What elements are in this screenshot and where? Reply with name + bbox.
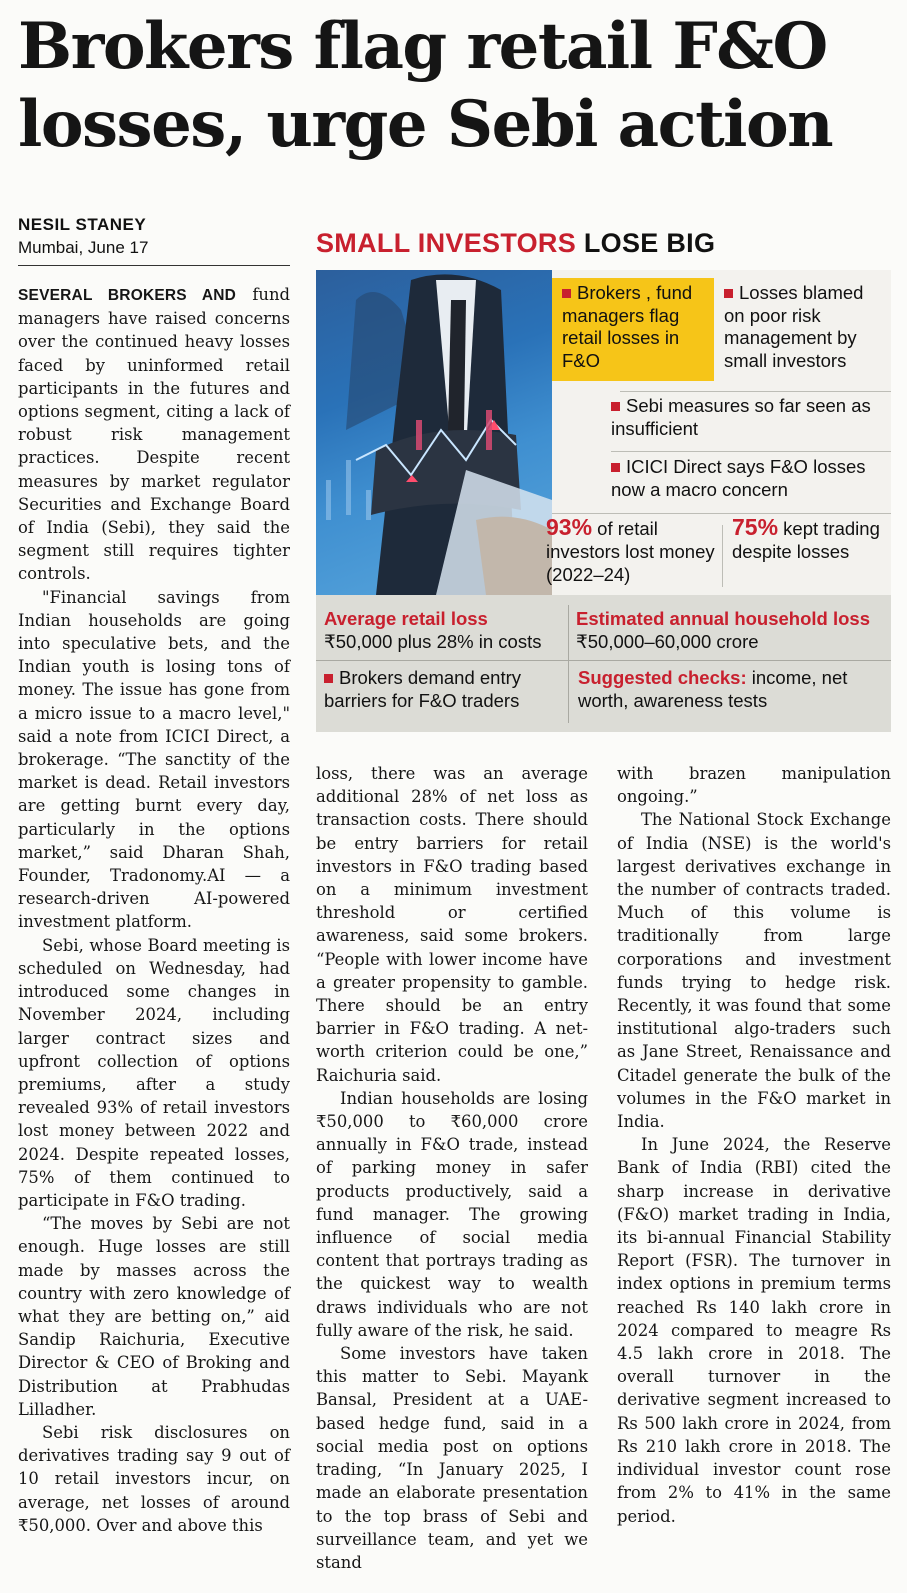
headline: Brokers flag retail F&O losses, urge Sebi action bbox=[18, 9, 833, 162]
paragraph: In June 2024, the Reserve Bank of India (RBI) cited the sharp increase in derivative (F&O) market trading in India, its bi-annual Financial Stability Report (FSR). The turnover in index options in premium terms reached Rs 140 lakh crore in 2024 compared to meagre Rs 4.5 lakh crore in 2018. The overall turnover in the derivative segment increased to Rs 500 lakh crore in 2024, from Rs 210 lakh crore in 2018. The individual investor count rose from 2% to 41% in the same period. bbox=[617, 1135, 891, 1526]
infographic-title-black: LOSE BIG bbox=[583, 228, 716, 258]
byline bbox=[18, 214, 290, 260]
lead-caps: SEVERAL BROKERS AND bbox=[18, 287, 237, 304]
average-retail-loss bbox=[324, 607, 564, 653]
suggested-checks: Suggested checks: income, net worth, awareness tests bbox=[578, 667, 848, 711]
article-column-2 bbox=[316, 762, 588, 1574]
bullet-square-icon bbox=[324, 674, 333, 683]
author-name: NESIL STANEY bbox=[18, 215, 147, 234]
lead-text: fund managers have raised concerns over the continued heavy losses faced by uninformed retail participants in the futures and options segment, citing a lack of robust risk management practices. Despite recent measures by market regulator Securities and Exchange Board of India (Sebi), they said the segment still requires tighter controls. bbox=[18, 285, 290, 584]
paragraph: with brazen manipulation ongoing.” bbox=[617, 764, 891, 807]
infographic-title bbox=[316, 228, 715, 259]
stat-75-percent: 75% kept trading despite losses bbox=[732, 514, 880, 562]
divider bbox=[552, 513, 891, 514]
bullet-brokers: Brokers , fund managers flag retail losses in F&O bbox=[562, 282, 693, 371]
divider bbox=[620, 391, 891, 392]
bullet-losses: Losses blamed on poor risk management by small investors bbox=[724, 282, 864, 371]
entry-barrier-bullet: Brokers demand entry barriers for F&O traders bbox=[324, 667, 522, 711]
average-retail-loss-value: ₹50,000 plus 28% in costs bbox=[324, 631, 542, 652]
bullet-square-icon bbox=[724, 289, 733, 298]
infographic-title-red: SMALL INVESTORS bbox=[316, 228, 577, 258]
article-column-3 bbox=[617, 762, 891, 1528]
bullet-square-icon bbox=[611, 463, 620, 472]
divider bbox=[611, 451, 891, 452]
household-loss bbox=[576, 607, 886, 653]
average-retail-loss-heading: Average retail loss bbox=[324, 608, 488, 629]
bullet-icici: ICICI Direct says F&O losses now a macro concern bbox=[611, 456, 866, 500]
paragraph: “The moves by Sebi are not enough. Huge losses are still made by masses across the country with zero knowledge of what they are betting on,” aid Sandip Raichuria, Executive Director & CEO of Broking and Distribution at Prabhudas Lilladher. bbox=[18, 1214, 290, 1419]
paragraph: Sebi, whose Board meeting is scheduled on Wednesday, had introduced some changes in November 2024, including larger contract sizes and upfront collection of options premiums, after a study revealed 93% of retail investors lost money between 2022 and 2024. Despite repeated losses, 75% of them continued to participate in F&O trading. bbox=[18, 935, 290, 1210]
investor-photo bbox=[316, 270, 552, 595]
divider bbox=[316, 660, 891, 661]
infographic bbox=[316, 222, 891, 732]
household-loss-value: ₹50,000–60,000 crore bbox=[576, 631, 759, 652]
investor-illustration bbox=[316, 270, 552, 595]
stat-separator bbox=[722, 525, 723, 587]
paragraph: Some investors have taken this matter to Sebi. Mayank Bansal, President at a UAE-based hedge fund, said in a social media post on options trading, “In January 2025, I made an elaborate presentation to the top brass of Sebi and surveillance team, and yet we stand bbox=[316, 1344, 588, 1572]
household-loss-heading: Estimated annual household loss bbox=[576, 608, 870, 629]
loss-summary bbox=[316, 595, 891, 732]
article-column-1 bbox=[18, 283, 290, 1537]
bullet-sebi: Sebi measures so far seen as insufficient bbox=[611, 395, 871, 439]
dateline: Mumbai, June 17 bbox=[18, 238, 149, 257]
paragraph: Sebi risk disclosures on derivatives trading say 9 out of 10 retail investors incur, on average, net losses of around ₹50,000. Over and above this bbox=[18, 1422, 290, 1535]
stat-93-percent: 93% of retail investors lost money (2022–24) bbox=[546, 514, 715, 585]
bullet-square-icon bbox=[611, 402, 620, 411]
byline-divider bbox=[18, 265, 290, 266]
paragraph: loss, there was an average additional 28% of net loss as transaction costs. There should be entry barriers for retail investors in F&O trading based on a minimum investment threshold or certified awareness, said some brokers. “People with lower income have a greater propensity to gamble. There should be an entry barrier in F&O trading. A net-worth criterion could be one,” Raichuria said. bbox=[316, 764, 588, 1085]
highlights-panel bbox=[546, 270, 891, 595]
paragraph: The National Stock Exchange of India (NSE) is the world's largest derivatives exchange in the number of contracts traded. Much of this volume is traditionally from large corporations and investment funds trying to hedge risk. Recently, it was found that some institutional algo-traders such as Jane Street, Renaissance and Citadel generate the bulk of the volumes in the F&O market in India. bbox=[617, 810, 891, 1132]
column-separator bbox=[568, 605, 569, 723]
paragraph: "Financial savings from Indian households are going into speculative bets, and the Indian youth is losing tons of money. The issue has gone from a micro issue to a macro level," said a note from ICICI Direct, a brokerage. “The sanctity of the market is dead. Retail investors are getting burnt every day, particularly in the options market,” said Dharan Shah, Founder, Tradonomy.AI — a research-driven AI-powered investment platform. bbox=[18, 587, 290, 932]
bullet-square-icon bbox=[562, 289, 571, 298]
paragraph: Indian households are losing ₹50,000 to ₹60,000 crore annually in F&O trade, instead of parking money in safer products productively, said a fund manager. The growing influence of social media content that portrays trading as the quickest way to wealth draws individuals who are not fully aware of the risk, he said. bbox=[316, 1088, 588, 1340]
lead-paragraph bbox=[18, 283, 290, 586]
